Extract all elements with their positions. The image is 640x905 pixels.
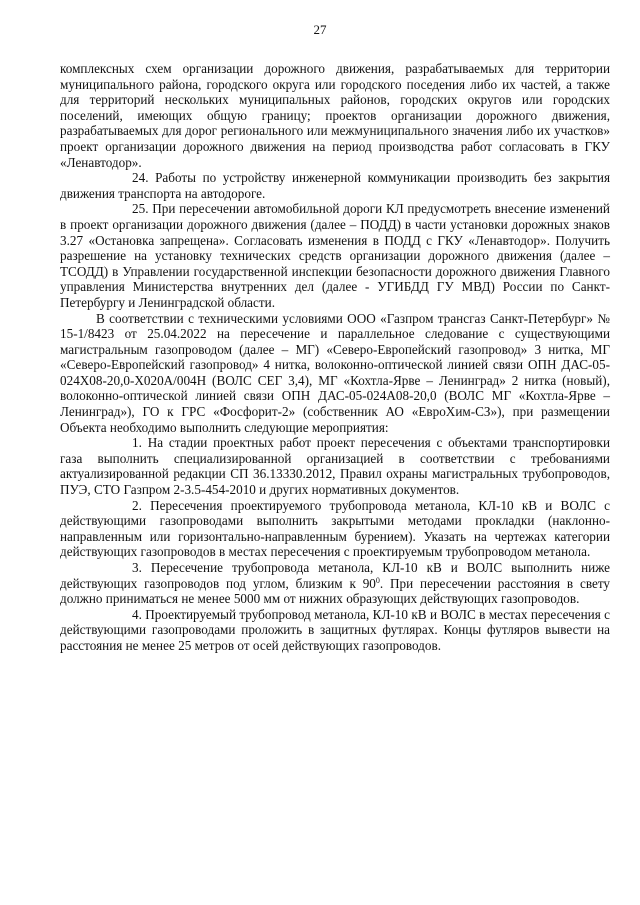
paragraph-text: Пересечения проектируемого трубопровода метанола, КЛ-10 кВ и ВОЛС с действующими газопроводами выполнить закрытыми методами прокладки (наклонно-направленным или горизонтально-направленным бурением). Указать на чертежах категории действующих газопроводов в местах пересечения с проектируемым трубопроводом метанола. bbox=[60, 497, 610, 560]
paragraph-number: 1. bbox=[132, 435, 142, 451]
page-number: 27 bbox=[313, 22, 327, 37]
paragraph-tech-conditions bbox=[60, 311, 610, 436]
paragraph-measure-2 bbox=[60, 498, 610, 560]
paragraph-number: 2. bbox=[132, 497, 142, 513]
paragraph-text-after: . При пересечении расстояния в свету должно приниматься не менее 5000 мм от нижних образующих действующих газопроводов. bbox=[60, 575, 611, 607]
paragraph-item-24 bbox=[60, 170, 610, 201]
paragraph-text: комплексных схем организации дорожного движения, разрабатываемых для территории муниципального района, городского округа или городского поседения либо их частей, а также для территорий нескольких муниципальных районов, городских округов или городских поселений, имеющих общую границу; проектов организации дорожного движения, разрабатываемых для дорог регионального или межмуниципального значения либо их участков» проект организации дорожного движения на период производства работ согласовать в ГКУ «Ленавтодор». bbox=[60, 61, 610, 170]
paragraph-item-25 bbox=[60, 201, 610, 310]
paragraph-number: 3. bbox=[132, 560, 142, 575]
document-body bbox=[60, 61, 610, 654]
paragraph-number: 24. bbox=[132, 170, 149, 186]
paragraph-measure-1 bbox=[60, 435, 610, 497]
paragraph-measure-3 bbox=[60, 560, 610, 607]
paragraph-continuation bbox=[60, 61, 610, 170]
paragraph-text: На стадии проектных работ проект пересечения с объектами транспортировки газа выполнить специализированной организацией в соответствии с требованиями актуализированной редакции СП 36.13330.2012, Правил охраны магистральных трубопроводов, ПУЭ, СТО Газпром 2-3.5-454-2010 и других нормативных документов. bbox=[60, 435, 611, 498]
paragraph-text: В соответствии с техническими условиями ООО «Газпром трансгаз Санкт-Петербург» № 15-1/8423 от 25.04.2022 на пересечение и параллельное следование с существующими магистральным газопроводом (далее – МГ) «Северо-Европейский газопровод» 3 нитка, МГ «Северо-Европейский газопровод» 4 нитка, волоконно-оптической линией связи ОПН ДАС-05-024Х08-20,0-Х020А/004Н (ВОЛС СЕГ 3,4), МГ «Кохтла-Ярве – Ленинград» 2 нитка (новый), волоконно-оптической линией связи ОПН ДАС-05-024А08-20,0 (ВОЛС МГ «Кохтла-Ярве – Ленинград»), ГО к ГРС «Фосфорит-2» (собственник АО «ЕвроХим-СЗ»), при размещении Объекта необходимо выполнить следующие мероприятия: bbox=[60, 310, 610, 435]
paragraph-text: Проектируемый трубопровод метанола, КЛ-10 кВ и ВОЛС в местах пересечения с действующими газопроводами проложить в защитных футлярах. Концы футляров вывести на расстояния не менее 25 метров от осей действующих газопроводов. bbox=[60, 606, 610, 653]
paragraph-text: Работы по устройству инженерной коммуникации производить без закрытия движения транспорта на автодороге. bbox=[60, 170, 611, 201]
paragraph-number: 25. bbox=[132, 201, 149, 217]
paragraph-text: При пересечении автомобильной дороги КЛ предусмотреть внесение изменений в проект организации дорожного движения (далее – ПОДД) в части установки дорожных знаков 3.27 «Остановка запрещена». Согласовать изменения в ПОДД с ГКУ «Ленавтодор». Получить разрешение на установку технических средств организации дорожного движения (далее – ТСОДД) в Управлении государственной инспекции безопасности дорожного движения Главного управления Министерства внутренних дел (далее - УГИБДД ГУ МВД) России по Санкт-Петербургу и Ленинградской области. bbox=[60, 201, 610, 310]
degree-superscript: 0 bbox=[375, 575, 380, 585]
paragraph-text: Пересечение трубопровода метанола, КЛ-10 кВ и ВОЛС выполнить ниже действующих газопроводов под углом, близким к 90 bbox=[60, 560, 611, 591]
paragraph-number: 4. bbox=[132, 606, 142, 622]
paragraph-measure-4 bbox=[60, 607, 610, 654]
